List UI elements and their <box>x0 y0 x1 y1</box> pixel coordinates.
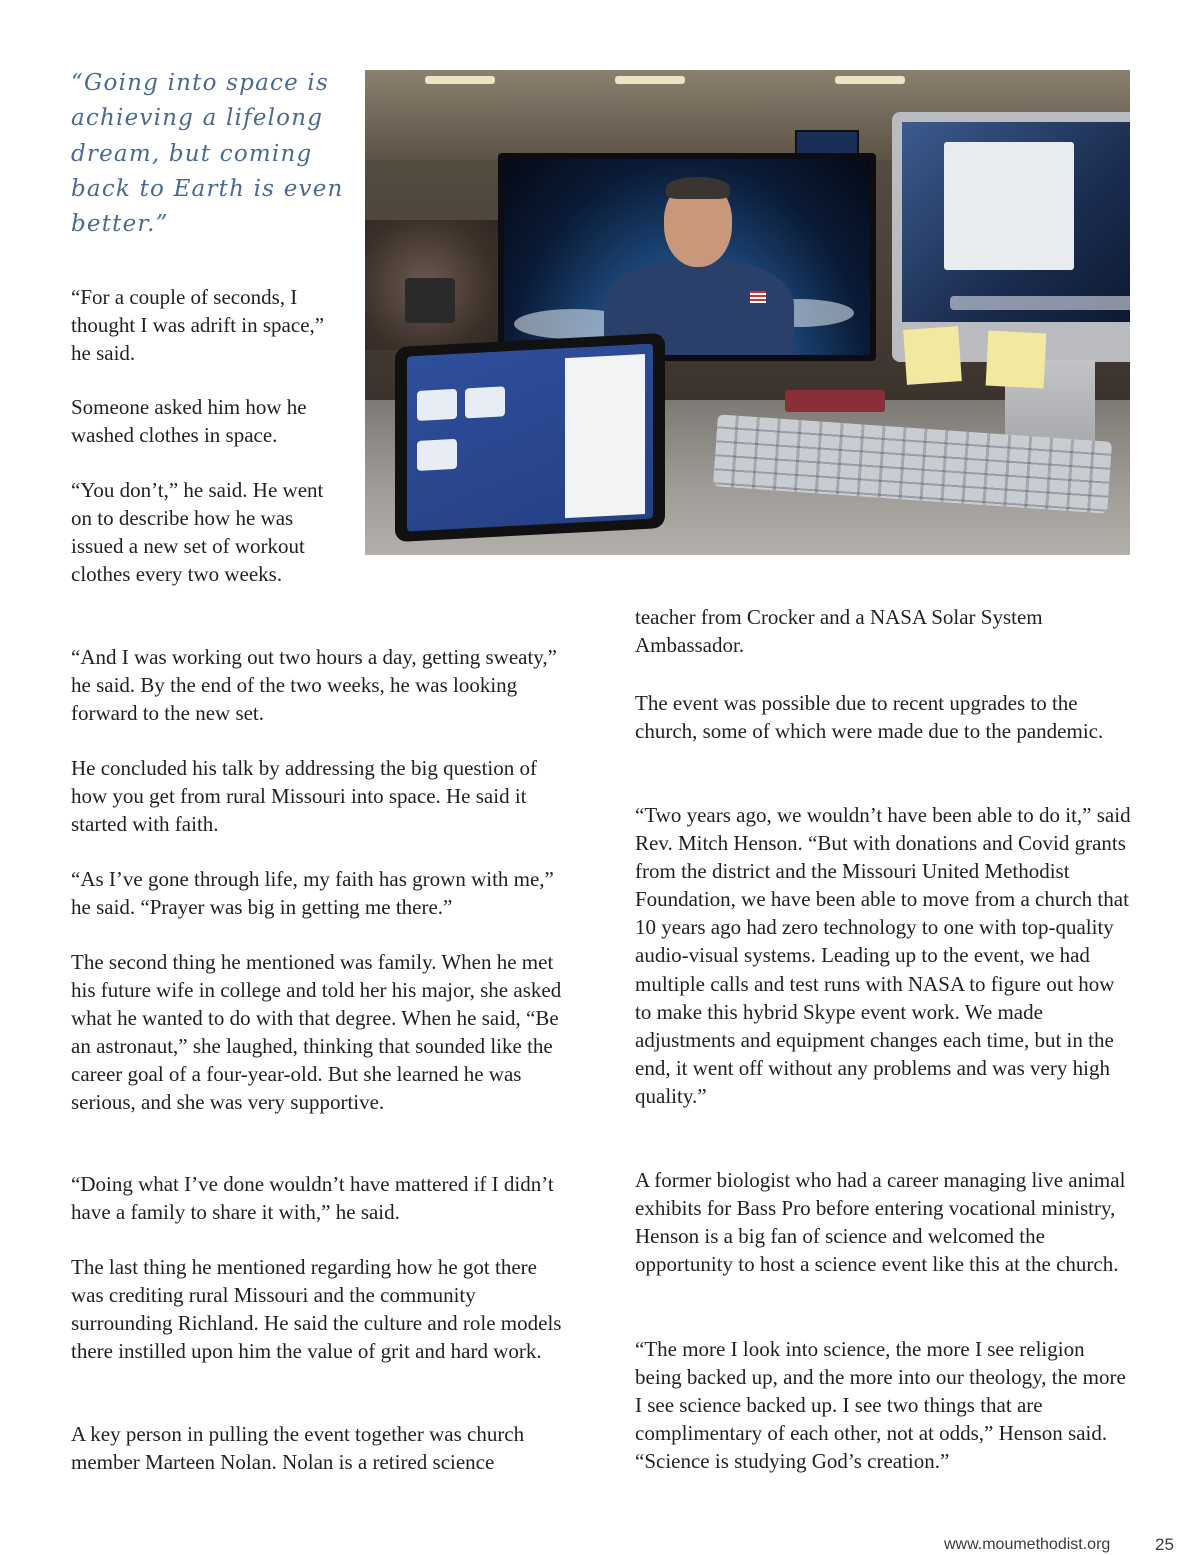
tablet-card <box>465 386 505 418</box>
left-paragraph-10: A key person in pulling the event together was church member Marteen Nolan. Nolan is a retired science <box>71 1422 525 1475</box>
right-paragraph-2: The event was possible due to recent upgrades to the church, some of which were made due to the pandemic. <box>635 691 1104 744</box>
left-paragraph-7: The second thing he mentioned was family. When he met his future wife in college and told her his major, she asked what he wanted to do with that degree. When he said, “Be an astronaut,” she laughed, thinking that sounded like the career goal of a four-year-old. But she learned he was serious, and she was very supportive. <box>71 950 562 1115</box>
ceiling-light <box>425 76 495 84</box>
imac <box>892 112 1130 362</box>
page-number: 25 <box>1155 1535 1174 1554</box>
left-paragraph-4: “And I was working out two hours a day, getting sweaty,” he said. By the end of the two weeks, he was looking forward to the new set. <box>71 645 558 726</box>
settings-window <box>944 142 1074 270</box>
left-paragraph-5: He concluded his talk by addressing the big question of how you get from rural Missouri into space. He said it started with faith. <box>71 756 537 837</box>
left-paragraph-2: Someone asked him how he washed clothes in space. <box>71 395 307 448</box>
ceiling-light <box>835 76 905 84</box>
tablet-card <box>417 389 457 421</box>
pull-quote: “Going into space is achieving a lifelong dream, but coming back to Earth is even better.” <box>71 70 344 238</box>
tablet-card <box>417 439 457 471</box>
right-paragraph-1: teacher from Crocker and a NASA Solar System Ambassador. <box>635 605 1043 658</box>
right-paragraph-3: “Two years ago, we wouldn’t have been able to do it,” said Rev. Mitch Henson. “But with donations and Covid grants from the district and the Missouri United Methodist Foundation, we have been able to move from a church that 10 years ago had zero technology to one with top-quality audio-visual systems. Leading up to the event, we had multiple calls and test runs with NASA to figure out how to make this hybrid Skype event work. We made adjustments and equipment changes each time, but in the end, it went off without any problems and was very high quality.” <box>635 803 1131 1108</box>
tablet-side-panel <box>565 354 645 518</box>
monitor <box>498 153 876 361</box>
left-paragraph-6: “As I’ve gone through life, my faith has grown with me,” he said. “Prayer was big in getting me there.” <box>71 867 554 920</box>
dock <box>950 296 1130 310</box>
monitor-screen <box>504 159 870 355</box>
right-paragraph-5: “The more I look into science, the more I see religion being backed up, and the more into our theology, the more I see science backed up. I see two things that are complimentary of each other, not at odds,” Henson said. “Science is studying God’s creation.” <box>635 1337 1126 1474</box>
left-paragraph-9: The last thing he mentioned regarding how he got there was crediting rural Missouri and the community surrounding Richland. He said the culture and role models there instilled upon him the value of grit and hard work. <box>71 1255 562 1364</box>
article-photo <box>365 70 1130 555</box>
sticky-note <box>903 326 962 385</box>
pen-cup <box>405 278 455 323</box>
footer-url[interactable]: www.moumethodist.org <box>944 1536 1111 1553</box>
left-paragraph-8: “Doing what I’ve done wouldn’t have mattered if I didn’t have a family to share it with,” he said. <box>71 1172 554 1225</box>
left-paragraph-1: “For a couple of seconds, I thought I was adrift in space,” he said. <box>71 285 325 366</box>
left-paragraph-3: “You don’t,” he said. He went on to describe how he was issued a new set of workout clothes every two weeks. <box>71 478 324 587</box>
sticky-note <box>986 331 1047 389</box>
notebook <box>785 390 885 412</box>
ceiling-light <box>615 76 685 84</box>
imac-screen <box>902 122 1130 322</box>
tablet-screen <box>407 344 653 532</box>
flag-patch <box>750 291 766 303</box>
right-paragraph-4: A former biologist who had a career managing live animal exhibits for Bass Pro before entering vocational ministry, Henson is a big fan of science and welcomed the opportunity to host a science event like this at the church. <box>635 1168 1126 1277</box>
tablet <box>395 333 665 542</box>
astronaut-hair <box>666 177 730 199</box>
